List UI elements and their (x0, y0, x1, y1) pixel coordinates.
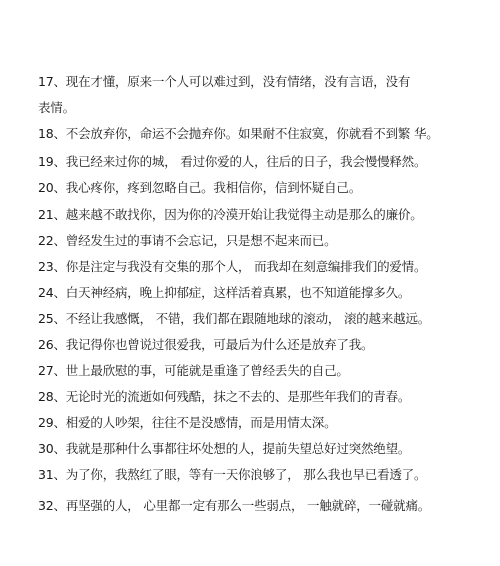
text-line: 26、我记得你也曾说过很爱我，可最后为什么还是放弃了我。 (38, 337, 374, 352)
text-line: 30、我就是那种什么事都往坏处想的人，提前失望总好过突然绝望。 (38, 441, 411, 456)
text-line: 31、为了你，我熬红了眼，等有一天你浪够了， 那么我也早已看透了。 (38, 467, 427, 482)
text-line: 20、我心疼你，疼到忽略自己。我相信你，信到怀疑自己。 (38, 180, 362, 195)
text-line: 29、相爱的人吵架，往往不是没感情，而是用情太深。 (38, 415, 337, 430)
text-line: 22、曾经发生过的事请不会忘记，只是想不起来而已。 (38, 233, 337, 248)
text-line: 23、你是注定与我没有交集的那个人， 而我却在刻意编排我们的爱情。 (38, 259, 427, 274)
text-line: 32、再坚强的人， 心里都一定有那么一些弱点， 一触就碎，一碰就痛。 (38, 498, 431, 513)
text-line: 18、不会放弃你，命运不会抛弃你。如果耐不住寂寞，你就看不到繁 华。 (38, 126, 439, 141)
text-line: 19、我已经来过你的城， 看过你爱的人，往后的日子，我会慢慢释然。 (38, 154, 427, 169)
text-line: 21、越来越不敢找你，因为你的冷漠开始让我觉得主动是那么的廉价。 (38, 207, 423, 222)
text-line: 25、不经让我感慨， 不错，我们都在跟随地球的滚动， 滚的越来越远。 (38, 311, 431, 326)
text-line: 表情。 (38, 100, 75, 115)
text-line: 27、世上最欣慰的事，可能就是重逢了曾经丢失的自己。 (38, 363, 349, 378)
text-line: 24、白天神经病，晚上抑郁症，这样活着真累，也不知道能撑多久。 (38, 285, 411, 300)
text-line: 28、无论时光的流逝如何残酷，抹之不去的、是那些年我们的青春。 (38, 389, 411, 404)
text-line: 17、现在才懂，原来一个人可以难过到，没有情绪，没有言语，没有 (38, 74, 411, 89)
